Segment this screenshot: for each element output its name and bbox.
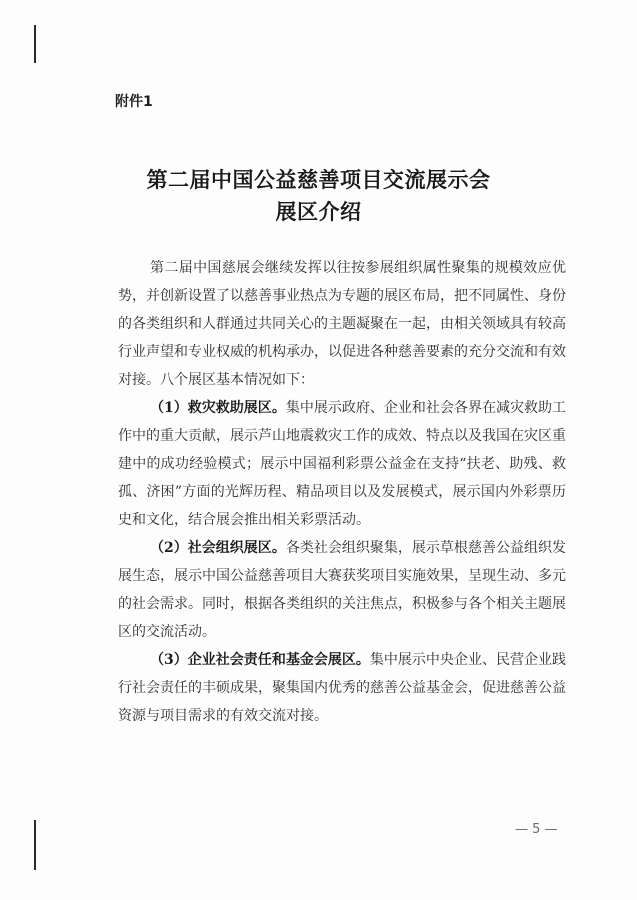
section-social-organizations [118, 534, 566, 646]
intro-paragraph [118, 254, 566, 394]
document-title: 第二届中国公益慈善项目交流展示会 [146, 167, 491, 192]
section-disaster-relief [118, 394, 566, 534]
page-number: — 5 — [515, 822, 558, 837]
binding-mark-bottom [34, 820, 36, 870]
document-body [118, 254, 566, 730]
attachment-label: 附件1 [115, 94, 153, 110]
paragraph-text: 各类社会组织聚集，展示草根慈善公益组织发展生态，展示中国公益慈善项目大赛获奖项目实施效果，呈现生动、多元的社会需求。同时，根据各类组织的关注焦点，积极参与各个相关主题展区的交流活动。 [118, 540, 566, 640]
document-subtitle: 展区介绍 [275, 199, 362, 224]
section-csr-foundations [118, 646, 566, 730]
paragraph-lead: （1）救灾救助展区。 [150, 400, 286, 416]
binding-mark-top [34, 25, 36, 63]
paragraph-text: 第二届中国慈展会继续发挥以往按参展组织属性聚集的规模效应优势，并创新设置了以慈善事业热点为专题的展区布局，把不同属性、身份的各类组织和人群通过共同关心的主题凝聚在一起，由相关领域具有较高行业声望和专业权威的机构承办，以促进各种慈善要素的充分交流和有效对接。八个展区基本情况如下： [118, 260, 566, 388]
paragraph-lead: （2）社会组织展区。 [150, 540, 286, 556]
paragraph-lead: （3）企业社会责任和基金会展区。 [150, 652, 370, 668]
paragraph-text: 集中展示中央企业、民营企业践行社会责任的丰硕成果，聚集国内优秀的慈善公益基金会，促进慈善公益资源与项目需求的有效交流对接。 [118, 652, 567, 724]
paragraph-text: 集中展示政府、企业和社会各界在减灾救助工作中的重大贡献，展示芦山地震救灾工作的成效、特点以及我国在灾区重建中的成功经验模式；展示中国福利彩票公益金在支持“扶老、助残、救孤、济困”方面的光辉历程、精品项目以及发展模式，展示国内外彩票历史和文化，结合展会推出相关彩票活动。 [118, 400, 566, 528]
